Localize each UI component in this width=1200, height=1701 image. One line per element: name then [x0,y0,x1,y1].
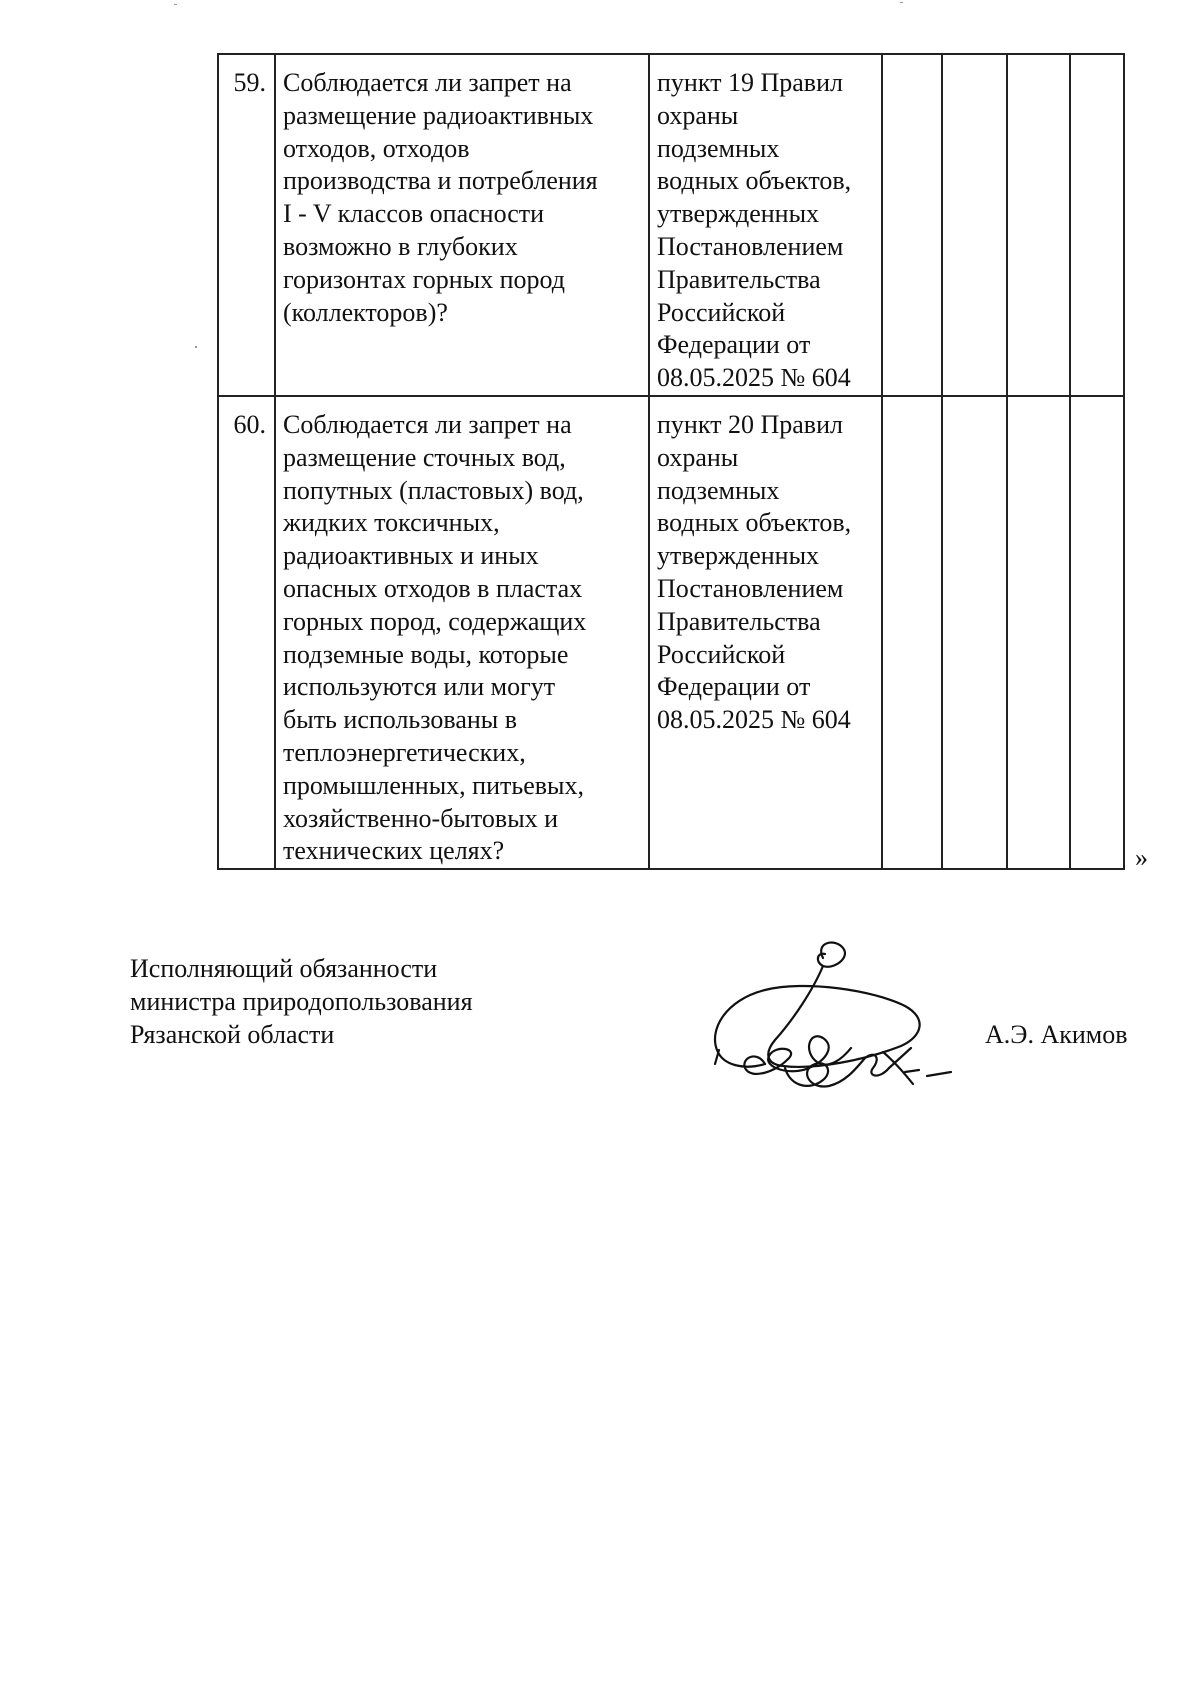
question-line: горных пород, содержащих [283,606,587,636]
signature-block [130,953,473,1051]
question-line: подземные воды, которые [283,639,569,669]
answer-cell[interactable] [1007,396,1070,869]
answer-cell[interactable] [1070,396,1124,869]
question-line: I - V классов опасности [283,199,545,229]
question-line: размещение радиоактивных [283,100,594,130]
answer-cell[interactable] [1070,54,1124,396]
question-line: хозяйственно-бытовых и [283,803,559,833]
reference-line: Российской [657,639,786,669]
reference-line: подземных [657,133,780,163]
handwritten-signature [705,940,965,1140]
question-line: производства и потребления [283,166,598,196]
requirements-table [217,53,1125,870]
reference-line: Федерации от [657,672,811,702]
signature-stroke [883,1052,913,1084]
answer-cell[interactable] [942,396,1007,869]
question-line: промышленных, питьевых, [283,770,585,800]
question-line: теплоэнергетических, [283,737,526,767]
question-line: горизонтах горных пород [283,264,565,294]
requirement-question [275,54,649,396]
row-number: 59. [218,54,275,396]
scan-artifact [195,346,197,348]
signature-stroke [744,1036,851,1074]
reference-line: утвержденных [657,541,820,571]
scan-artifact [900,2,903,3]
reference-line: Российской [657,297,786,327]
legal-reference [649,396,882,869]
reference-line: водных объектов, [657,508,852,538]
reference-line: охраны [657,442,739,472]
requirement-question [275,396,649,869]
signer-title-line: министра природопользования [130,986,473,1016]
signer-name: А.Э. Акимов [985,1020,1128,1049]
answer-cell[interactable] [882,396,942,869]
reference-line: Правительства [657,264,821,294]
signature-stroke [818,943,845,967]
reference-line: пункт 20 Правил [657,409,843,439]
table-row [218,396,1124,869]
reference-line: Правительства [657,606,821,636]
reference-line: Постановлением [657,231,844,261]
question-line: попутных (пластовых) вод, [283,475,584,505]
answer-cell[interactable] [942,54,1007,396]
row-number: 60. [218,396,275,869]
question-line: быть использованы в [283,705,518,735]
reference-line: 08.05.2025 № 604 [657,705,851,735]
requirements-table-body [218,54,1124,869]
reference-line: утвержденных [657,199,820,229]
question-line: жидких токсичных, [283,508,500,538]
reference-line: 08.05.2025 № 604 [657,363,851,393]
signer-title-line: Исполняющий обязанности [130,954,438,983]
signer-title-line: Рязанской области [130,1019,335,1049]
reference-line: водных объектов, [657,166,852,196]
answer-cell[interactable] [882,54,942,396]
reference-line: Федерации от [657,330,811,360]
reference-line: Постановлением [657,573,844,603]
question-line: опасных отходов в пластах [283,573,583,603]
signature-stroke [715,966,920,1067]
question-line: размещение сточных вод, [283,442,566,472]
question-line: возможно в глубоких [283,231,518,261]
question-line: Соблюдается ли запрет на [283,409,572,439]
question-line: используются или могут [283,672,556,702]
reference-line: пункт 19 Правил [657,68,843,97]
question-line: радиоактивных и иных [283,541,539,571]
question-line: отходов, отходов [283,133,470,163]
reference-line: подземных [657,475,780,505]
answer-cell[interactable] [1007,54,1070,396]
scan-artifact [174,4,177,5]
question-line: (коллекторов)? [283,297,448,327]
question-line: технических целях? [283,836,505,866]
signature-stroke [905,1070,919,1072]
question-line: Соблюдается ли запрет на [283,68,572,97]
legal-reference [649,54,882,396]
table-row [218,54,1124,396]
closing-quote: » [1135,843,1148,872]
reference-line: охраны [657,100,739,130]
signature-stroke [927,1072,951,1076]
